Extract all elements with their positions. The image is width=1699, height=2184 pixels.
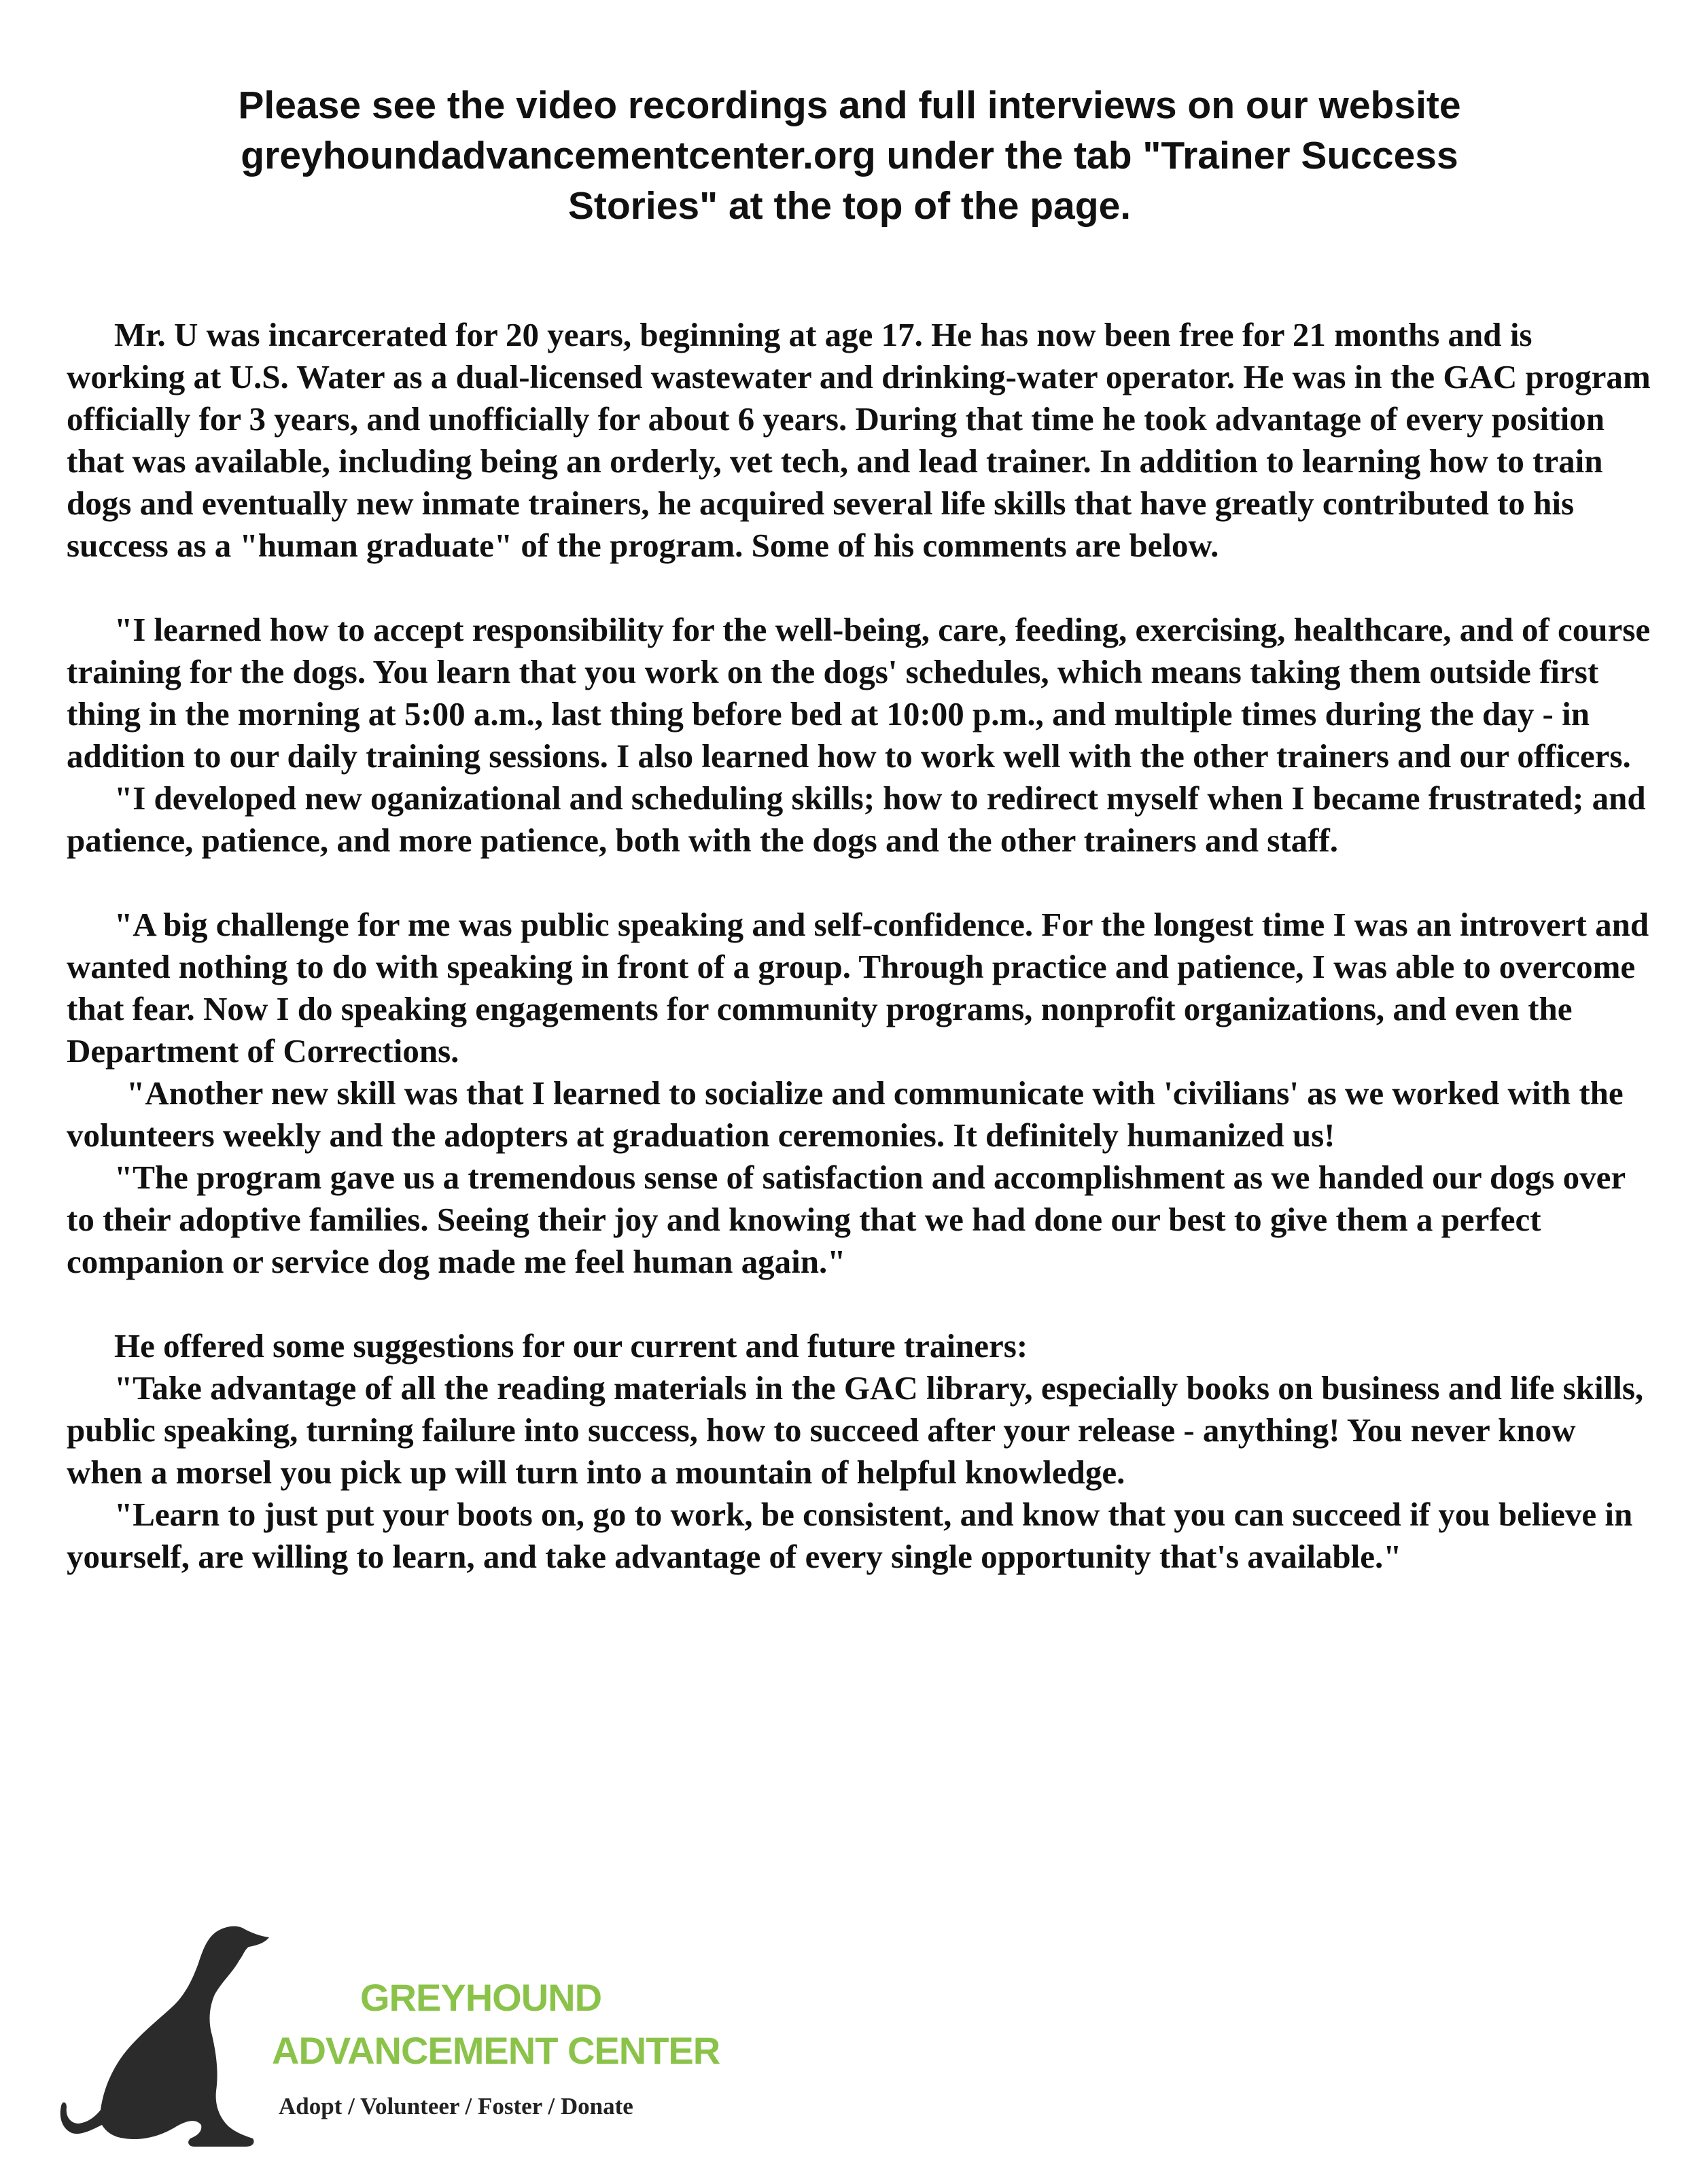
header-line-1: Please see the video recordings and full interviews on our website <box>238 84 1461 127</box>
logo-text-advancement-center: ADVANCEMENT CENTER <box>272 2029 720 2072</box>
paragraph-quote-skills: "I developed new oganizational and scheduling skills; how to redirect myself when I became frustrated; and patience, patience, and more patience, both with the dogs and the other trainers and staff. <box>67 779 1646 859</box>
paragraph-quote-socialize: "Another new skill was that I learned to socialize and communicate with 'civilians' as we worked with the volunteers weekly and the adopters at graduation ceremonies. It definitely humanized us! <box>67 1074 1624 1154</box>
paragraph-quote-reading: "Take advantage of all the reading materials in the GAC library, especially books on business and life skills, public speaking, turning failure into success, how to succeed after your release - anything! You never know when a morsel you pick up will turn into a mountain of helpful knowledge. <box>67 1369 1644 1491</box>
logo-tagline: Adopt / Volunteer / Foster / Donate <box>279 2093 633 2119</box>
page-header <box>82 80 1617 231</box>
logo-text-greyhound: GREYHOUND <box>360 1976 602 2019</box>
gac-logo <box>41 1920 720 2151</box>
paragraph-gap <box>67 862 1657 904</box>
paragraph-quote-public-speaking: "A big challenge for me was public speaking and self-confidence. For the longest time I was an introvert and wanted nothing to do with speaking in front of a group. Through practice and patience, I was able to overcome that fear. Now I do speaking engagements for community programs, nonprofit organizations, and even the Department of Corrections. <box>67 906 1649 1070</box>
paragraph-gap <box>67 567 1657 609</box>
paragraph-quote-satisfaction: "The program gave us a tremendous sense of satisfaction and accomplishment as we handed our dogs over to their adoptive families. Seeing their joy and knowing that we had done our best to give them a perfect companion or service dog made me feel human again." <box>67 1159 1626 1280</box>
paragraph-quote-boots: "Learn to just put your boots on, go to work, be consistent, and know that you can succeed if you believe in yourself, are willing to learn, and take advantage of every single opportunity that's available." <box>67 1496 1633 1575</box>
header-line-2: greyhoundadvancementcenter.org under the tab "Trainer Success <box>241 134 1458 177</box>
article-body <box>67 314 1657 1578</box>
paragraph-gap <box>67 1283 1657 1325</box>
paragraph-suggestions-intro: He offered some suggestions for our current and future trainers: <box>114 1327 1028 1364</box>
greyhound-silhouette-icon <box>41 1920 285 2151</box>
paragraph-intro: Mr. U was incarcerated for 20 years, beginning at age 17. He has now been free for 21 months and is working at U.S. Water as a dual-licensed wastewater and drinking-water operator. He was in the GAC program officially for 3 years, and unofficially for about 6 years. During that time he took advantage of every position that was available, including being an orderly, vet tech, and lead trainer. In addition to learning how to train dogs and eventually new inmate trainers, he acquired several life skills that have greatly contributed to his success as a "human graduate" of the program. Some of his comments are below. <box>67 316 1651 564</box>
header-line-3: Stories" at the top of the page. <box>567 184 1132 228</box>
paragraph-quote-responsibility: "I learned how to accept responsibility for the well-being, care, feeding, exercising, healthcare, and of course training for the dogs. You learn that you work on the dogs' schedules, which means taking them outside first thing in the morning at 5:00 a.m., last thing before bed at 10:00 p.m., and multiple times during the day - in addition to our daily training sessions. I also learned how to work well with the other trainers and our officers. <box>67 611 1651 775</box>
